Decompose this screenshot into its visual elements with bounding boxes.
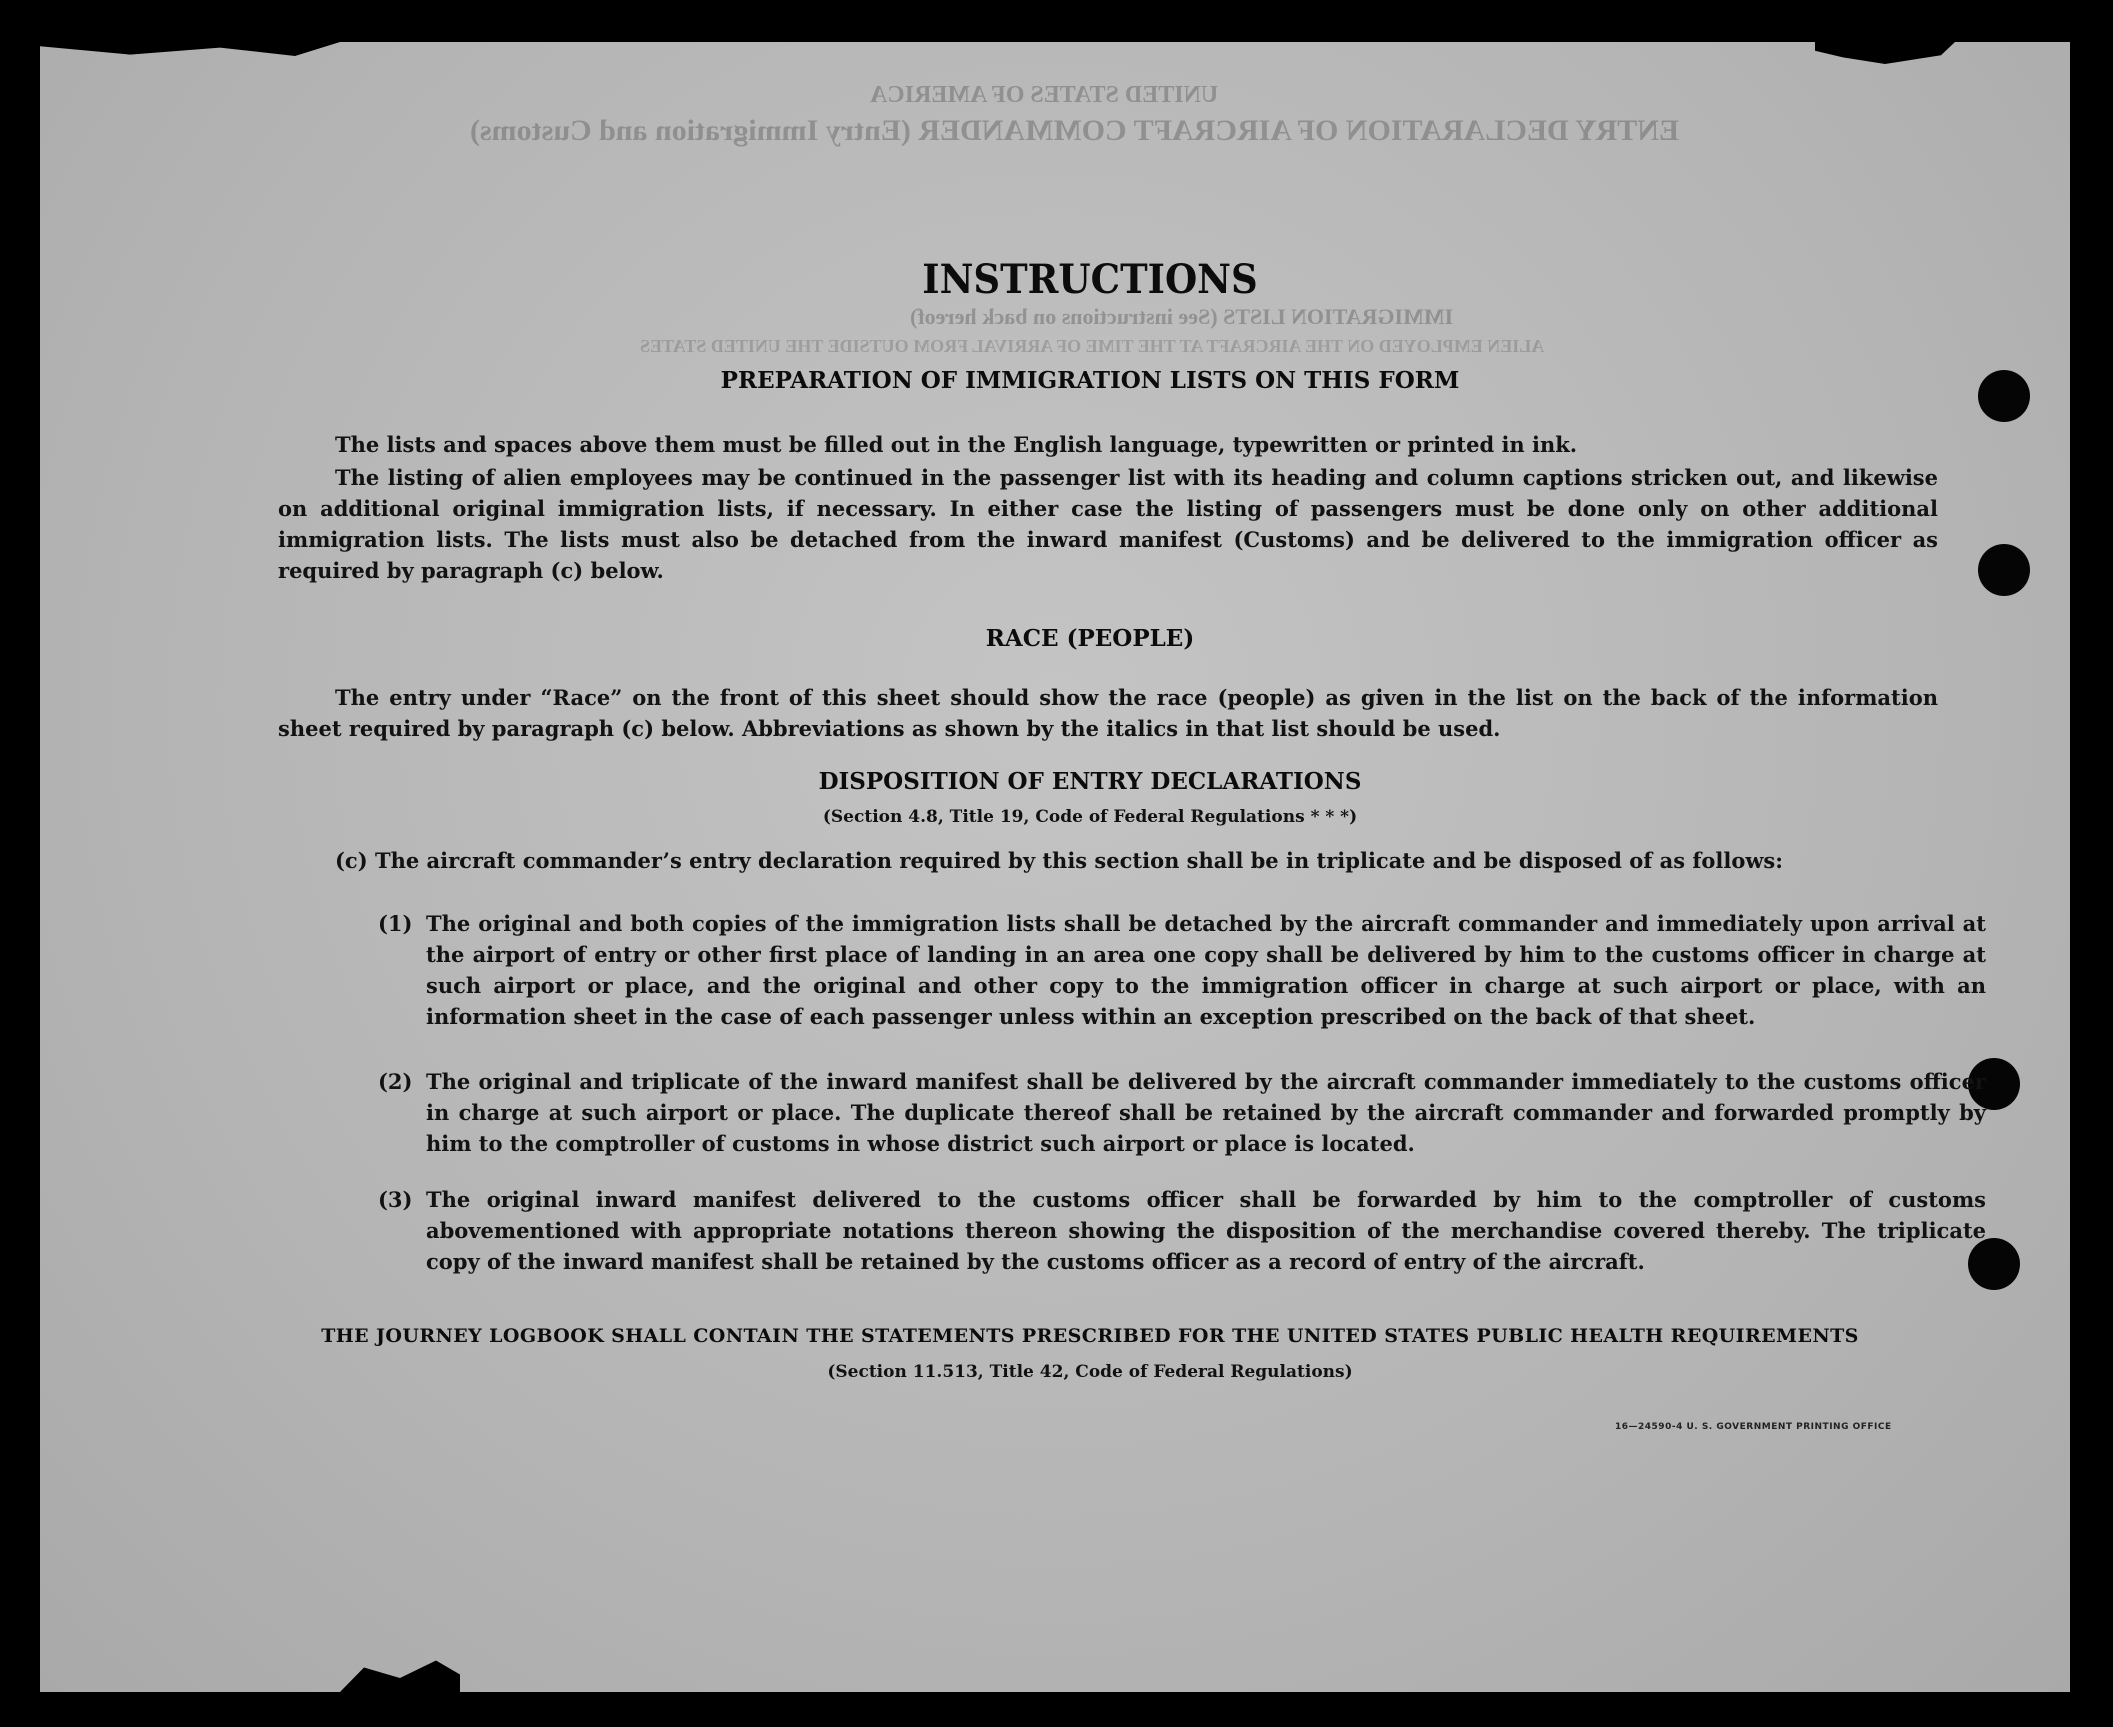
torn-edge-top-left <box>40 42 340 56</box>
binder-hole-2 <box>1978 544 2030 596</box>
disposition-citation: (Section 4.8, Title 19, Code of Federal Regulations * * *) <box>822 807 1358 827</box>
disposition-item-1 <box>378 908 1986 1032</box>
bleed-through-line-1: UNITED STATES OF AMERICA <box>870 82 1219 108</box>
binder-hole-1 <box>1978 370 2030 422</box>
disposition-item-number: (1) <box>378 911 413 936</box>
torn-edge-bottom-left <box>340 1657 460 1692</box>
prep-heading: PREPARATION OF IMMIGRATION LISTS ON THIS FORM <box>720 367 1460 394</box>
race-paragraph: The entry under “Race” on the front of this sheet should show the race (people) as given in the list on the back of the information sheet required by paragraph (c) below. Abbreviations as shown by the italics in that list should be used. <box>278 685 1938 741</box>
prep-paragraph-1: The lists and spaces above them must be filled out in the English language, typewritten or printed in ink. <box>335 432 1578 457</box>
page-title: INSTRUCTIONS <box>922 255 1258 303</box>
disposition-item-text: The original and both copies of the immigration lists shall be detached by the aircraft commander and immediately upon arrival at the airport of entry or other first place of landing in an area one copy shall be delivered by him to the customs officer in charge at such airport or place, and the original and other copy to the immigration officer in charge at such airport or place, with an information sheet in the case of each passenger unless within an exception prescribed on the back of that sheet. <box>426 911 1986 1029</box>
disposition-item-3 <box>378 1184 1986 1277</box>
logbook-statement: THE JOURNEY LOGBOOK SHALL CONTAIN THE STATEMENTS PRESCRIBED FOR THE UNITED STATES PUBLIC HEALTH REQUIREMENTS <box>321 1325 1859 1347</box>
prep-paragraph-2: The listing of alien employees may be continued in the passenger list with its heading and column captions stricken out, and likewise on additional original immigration lists, if necessary. In either case the listing of passengers must be done only on other additional immigration lists. The lists must also be detached from the inward manifest (Customs) and be delivered to the immigration officer as required by paragraph (c) below. <box>278 465 1938 583</box>
document-sheet <box>40 42 2070 1692</box>
disposition-item-text: The original and triplicate of the inward manifest shall be delivered by the aircraft commander immediately to the customs officer in charge at such airport or place. The duplicate thereof shall be retained by the aircraft commander and forwarded promptly by him to the comptroller of customs in whose district such airport or place is located. <box>426 1069 1986 1156</box>
disposition-item-text: The original inward manifest delivered to the customs officer shall be forwarded by him to the comptroller of customs abovementioned with appropriate notations thereon showing the disposition of the merchandise covered thereby. The triplicate copy of the inward manifest shall be retained by the customs officer as a record of entry of the aircraft. <box>426 1187 1986 1274</box>
disposition-heading: DISPOSITION OF ENTRY DECLARATIONS <box>818 768 1362 795</box>
race-heading: RACE (PEOPLE) <box>985 625 1195 652</box>
torn-edge-top-right <box>1815 42 1955 64</box>
bleed-through-line-3: IMMIGRATION LISTS (See instructions on back hereof) <box>910 304 1454 329</box>
disposition-intro: (c) The aircraft commander’s entry declaration required by this section shall be in triplicate and be disposed of as follows: <box>335 848 1784 873</box>
printer-imprint: 16—24590-4 U. S. GOVERNMENT PRINTING OFFICE <box>1615 1422 1892 1432</box>
bleed-through-line-2: ENTRY DECLARATION OF AIRCRAFT COMMANDER (Entry Immigration and Customs) <box>470 114 1679 147</box>
disposition-item-2 <box>378 1066 1986 1159</box>
logbook-citation: (Section 11.513, Title 42, Code of Federal Regulations) <box>827 1362 1353 1382</box>
disposition-item-number: (2) <box>378 1069 413 1094</box>
bleed-through-line-4: ALIEN EMPLOYED ON THE AIRCRAFT AT THE TIME OF ARRIVAL FROM OUTSIDE THE UNITED STATES <box>640 336 1545 356</box>
disposition-item-number: (3) <box>378 1187 413 1212</box>
